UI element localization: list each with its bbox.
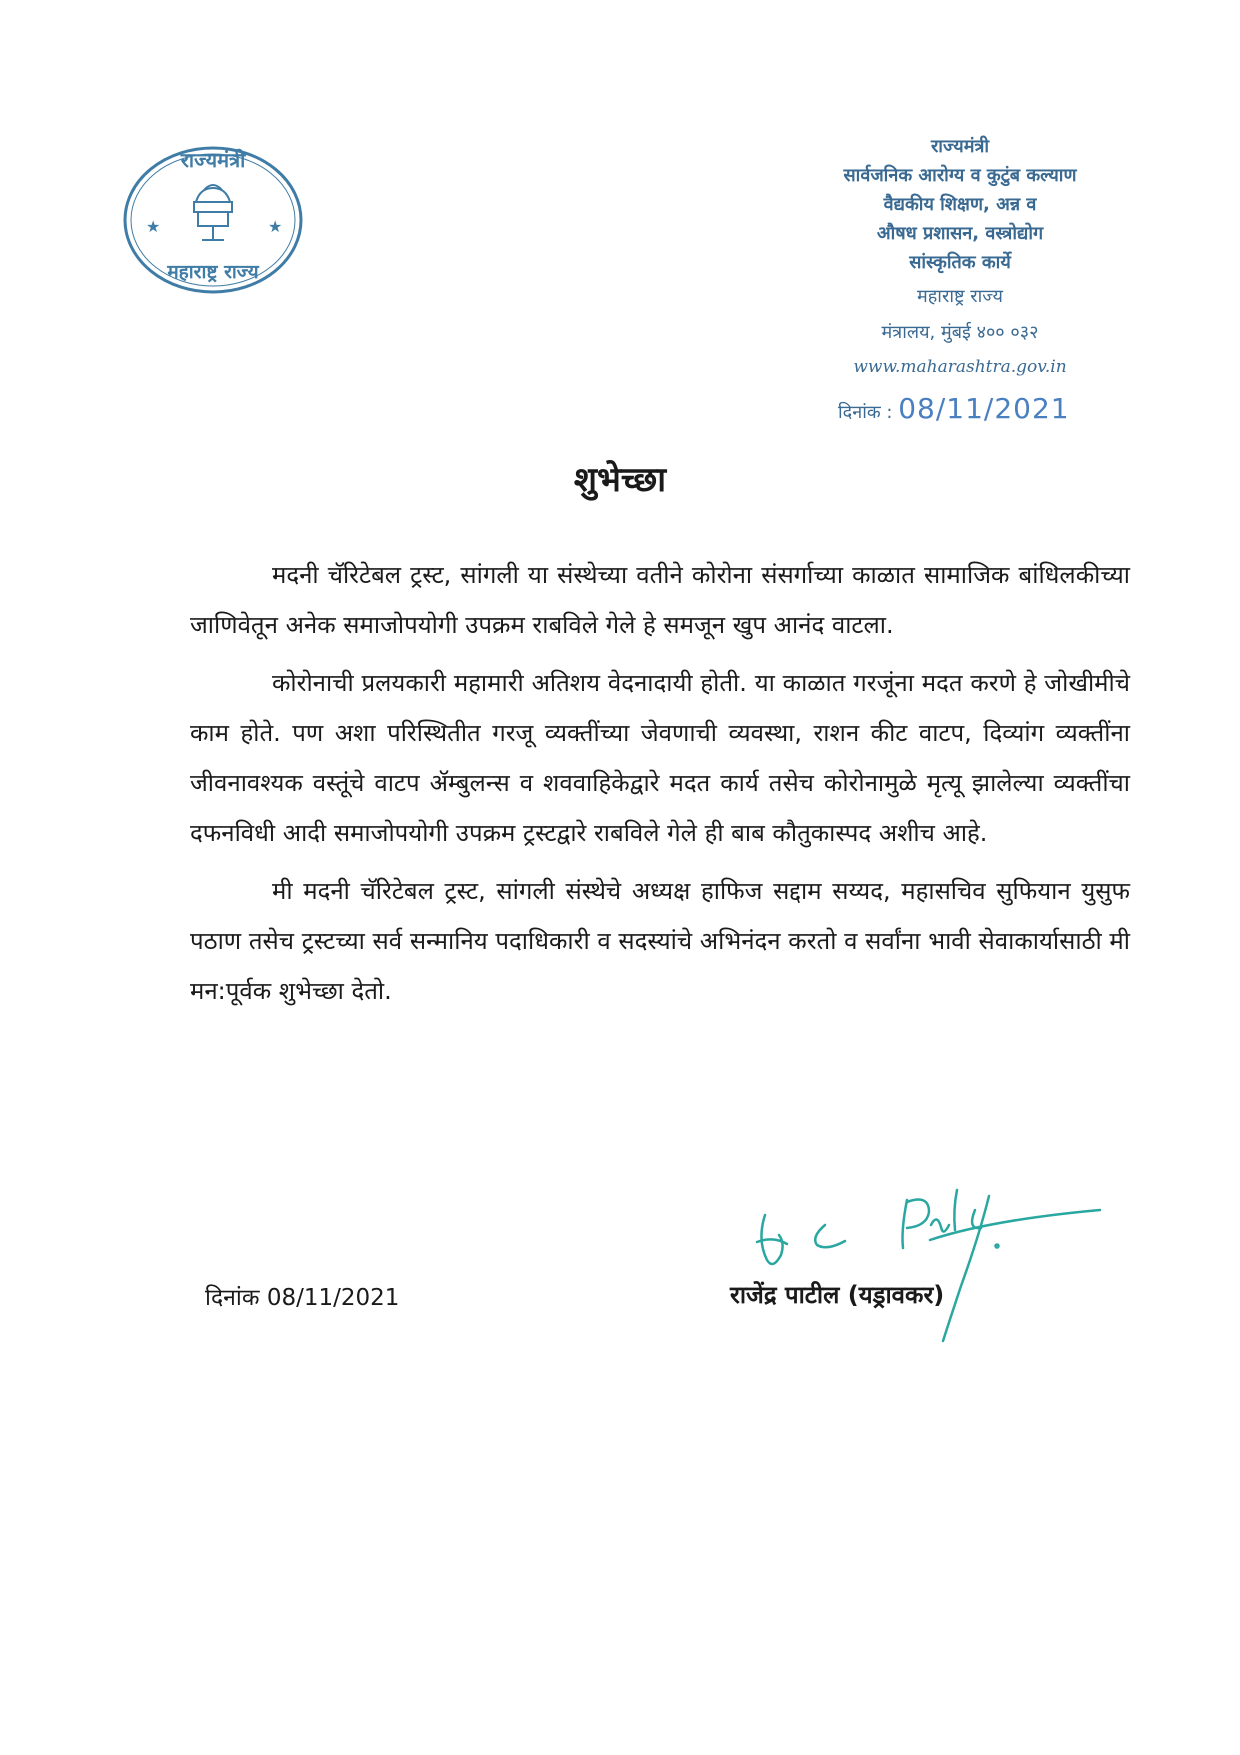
seal-bottom-text: महाराष्ट्र राज्य <box>167 261 259 283</box>
seal-star-left-icon: ★ <box>146 217 161 236</box>
seal-star-right-icon: ★ <box>268 217 283 236</box>
paragraph-2: कोरोनाची प्रलयकारी महामारी अतिशय वेदनादायी होती. या काळात गरजूंना मदत करणे हे जोखीमीचे काम होते. पण अशा परिस्थितीत गरजू व्यक्तींच्या जेवणाची व्यवस्था, राशन कीट वाटप, दिव्यांग व्यक्तींना जीवनावश्यक वस्तूंचे वाटप ॲम्बुलन्स व शववाहिकेद्वारे मदत कार्य तसेच कोरोनामुळे मृत्यू झालेल्या व्यक्तींचा दफनविधी आदी समाजोपयोगी उपक्रम ट्रस्टद्वारे राबविले गेले ही बाब कौतुकास्पद अशीच आहे. <box>190 669 1130 847</box>
letterhead-portfolio-4: सांस्कृतिक कार्ये <box>909 252 1011 273</box>
letterhead-date-row <box>780 389 1140 433</box>
letterhead <box>780 132 1140 433</box>
letterhead-portfolio-1: सार्वजनिक आरोग्य व कुटुंब कल्याण <box>843 165 1077 186</box>
letterhead-date-handwritten: 08/11/2021 <box>898 392 1070 425</box>
page-title: शुभेच्छा <box>573 460 667 500</box>
letterhead-address: मंत्रालय, मुंबई ४०० ०३२ <box>881 322 1039 343</box>
signatory-name: राजेंद्र पाटील (यड्रावकर) <box>730 1281 945 1309</box>
letter-body <box>190 550 1130 1024</box>
letterhead-state: महाराष्ट्र राज्य <box>916 286 1003 307</box>
letterhead-designation: राज्यमंत्री <box>930 136 990 157</box>
seal-top-text: राज्यमंत्री <box>180 148 246 172</box>
letterhead-portfolio-3: औषध प्रशासन, वस्त्रोद्योग <box>876 223 1044 244</box>
signature <box>735 1180 1115 1360</box>
footer-date: दिनांक 08/11/2021 <box>205 1285 400 1311</box>
letterhead-website: www.maharashtra.gov.in <box>853 357 1067 377</box>
paragraph-3: मी मदनी चॅरिटेबल ट्रस्ट, सांगली संस्थेचे अध्यक्ष हाफिज सद्दाम सय्यद, महासचिव सुफियान युसुफ पठाण तसेच ट्रस्टच्या सर्व सन्मानिय पदाधिकारी व सदस्यांचे अभिनंदन करतो व सर्वांना भावी सेवाकार्यासाठी मी मन:पूर्वक शुभेच्छा देतो. <box>190 877 1130 1005</box>
paragraph-1: मदनी चॅरिटेबल ट्रस्ट, सांगली या संस्थेच्या वतीने कोरोना संसर्गाच्या काळात सामाजिक बांधिलकीच्या जाणिवेतून अनेक समाजोपयोगी उपक्रम राबविले गेले हे समजून खुप आनंद वाटला. <box>190 561 1130 639</box>
official-seal <box>118 140 308 300</box>
handwritten-signature-icon <box>735 1180 1115 1360</box>
letterhead-portfolio-2: वैद्यकीय शिक्षण, अन्न व <box>883 194 1037 215</box>
letterhead-date-label: दिनांक : <box>838 402 893 423</box>
